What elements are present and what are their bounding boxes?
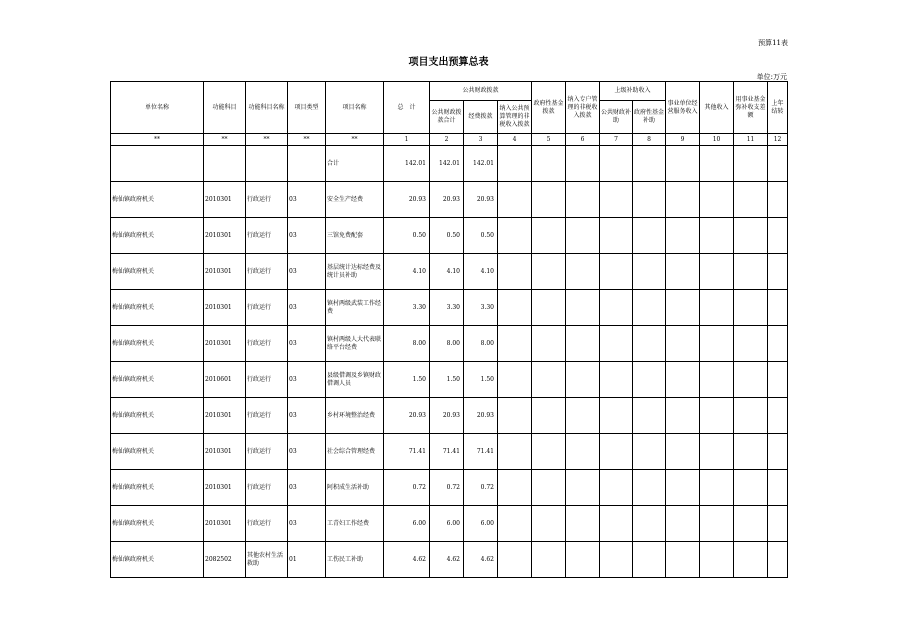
empty-cell [633,470,666,506]
empty-cell [768,254,788,290]
expense-cell: 8.00 [464,326,498,362]
empty-cell [566,290,600,326]
public-total-cell: 4.10 [430,254,464,290]
func-code-cell: 2010301 [204,254,246,290]
table-row [111,506,788,542]
empty-cell [532,542,566,578]
unit-name-cell: 梅仙镇政府机关 [111,506,204,542]
empty-cell [633,434,666,470]
empty-cell [498,542,532,578]
table-row [111,326,788,362]
empty-cell [498,254,532,290]
empty-cell [666,146,700,182]
col-index: ** [111,134,204,146]
proj-name-cell: 三馆免费配套 [326,218,384,254]
total-cell: 6.00 [384,506,430,542]
header-expense-alloc: 经费拨款 [464,101,498,134]
empty-cell [700,218,734,254]
unit-name-cell: 梅仙镇政府机关 [111,470,204,506]
func-name-cell: 行政运行 [246,470,288,506]
empty-cell [700,398,734,434]
table-row [111,362,788,398]
empty-cell [734,470,768,506]
func-name-cell: 行政运行 [246,326,288,362]
unit-name-cell: 梅仙镇政府机关 [111,254,204,290]
empty-cell [633,290,666,326]
total-cell: 20.93 [384,182,430,218]
empty-cell [532,398,566,434]
proj-type-cell: 03 [288,506,326,542]
table-row [111,470,788,506]
empty-cell [498,362,532,398]
empty-cell [734,254,768,290]
unit-name-cell: 梅仙镇政府机关 [111,362,204,398]
empty-cell [566,362,600,398]
empty-cell [532,362,566,398]
empty-cell [633,362,666,398]
empty-cell [666,290,700,326]
empty-cell [532,470,566,506]
unit-name-cell: 梅仙镇政府机关 [111,434,204,470]
header-total: 总 计 [384,82,430,134]
expense-cell: 0.50 [464,218,498,254]
empty-cell [734,398,768,434]
table-row [111,398,788,434]
empty-cell [566,470,600,506]
proj-name-cell: 工青妇工作经费 [326,506,384,542]
empty-cell [768,362,788,398]
col-index: 12 [768,134,788,146]
empty-cell [566,218,600,254]
header-proj-name: 项目名称 [326,82,384,134]
col-index: 1 [384,134,430,146]
expense-cell: 3.30 [464,290,498,326]
total-cell: 4.62 [384,542,430,578]
public-total-cell: 6.00 [430,506,464,542]
header-special-account: 纳入公共预算管理的非税收入拨款 [498,101,532,134]
public-total-cell: 8.00 [430,326,464,362]
expense-cell: 4.10 [464,254,498,290]
expense-cell: 4.62 [464,542,498,578]
proj-type-cell: 03 [288,434,326,470]
empty-cell [600,146,633,182]
empty-cell [498,434,532,470]
empty-cell [633,398,666,434]
empty-cell [532,326,566,362]
col-index: 7 [600,134,633,146]
header-func-name: 功能科目名称 [246,82,288,134]
empty-cell [600,470,633,506]
header-dept-balance: 用事业基金弥补收支差额 [734,82,768,134]
expense-cell: 71.41 [464,434,498,470]
empty-cell [633,542,666,578]
proj-type-cell: 01 [288,542,326,578]
proj-type-cell: 03 [288,254,326,290]
empty-cell [566,398,600,434]
empty-cell [666,542,700,578]
public-total-cell: 4.62 [430,542,464,578]
header-unit-name: 单位名称 [111,82,204,134]
empty-cell [666,398,700,434]
empty-cell [600,542,633,578]
empty-cell [768,398,788,434]
empty-cell [532,218,566,254]
table-row [111,290,788,326]
empty-cell [498,398,532,434]
empty-cell [734,542,768,578]
proj-type-cell: 03 [288,398,326,434]
column-index-row [111,134,788,146]
table-code-label: 预算11表 [758,39,788,47]
total-cell: 0.50 [384,218,430,254]
col-index: ** [246,134,288,146]
empty-cell [768,470,788,506]
empty-cell [633,254,666,290]
public-total-cell: 3.30 [430,290,464,326]
empty-cell [666,470,700,506]
empty-cell [600,362,633,398]
table-row [111,218,788,254]
table-row [111,434,788,470]
empty-cell [734,326,768,362]
func-name-cell: 行政运行 [246,398,288,434]
total-cell: 20.93 [384,398,430,434]
empty-cell [768,290,788,326]
func-code-cell: 2010301 [204,470,246,506]
empty-cell [700,290,734,326]
empty-cell [768,506,788,542]
empty-cell [532,254,566,290]
col-index: 10 [700,134,734,146]
empty-cell [734,362,768,398]
empty-cell [600,434,633,470]
col-index: ** [326,134,384,146]
proj-type-cell: 03 [288,290,326,326]
header-gov-fund: 政府性基金拨款 [532,82,566,134]
empty-cell [700,506,734,542]
empty-cell [700,434,734,470]
empty-cell [700,254,734,290]
unit-label: 单位:万元 [756,73,787,81]
header-proj-type: 项目类型 [288,82,326,134]
empty-cell [700,182,734,218]
public-total-cell: 0.50 [430,218,464,254]
expense-cell: 20.93 [464,398,498,434]
empty-cell [532,506,566,542]
func-code-cell: 2082502 [204,542,246,578]
empty-cell [600,254,633,290]
header-special-mgmt: 纳入专户管理的非税收入拨款 [566,82,600,134]
func-name-cell: 行政运行 [246,506,288,542]
empty-cell [768,182,788,218]
col-index: 5 [532,134,566,146]
col-index: ** [204,134,246,146]
empty-cell [498,218,532,254]
empty-cell [666,254,700,290]
empty-cell [600,326,633,362]
func-code-cell: 2010601 [204,362,246,398]
proj-name-cell: 工伤民工补助 [326,542,384,578]
func-name-cell: 行政运行 [246,254,288,290]
proj-name-cell: 阿积成生活补助 [326,470,384,506]
header-public-fin-total: 公共财政拨款合计 [430,101,464,134]
header-public-service: 事业单位经营服务收入 [666,82,700,134]
empty-cell [532,182,566,218]
col-index: 11 [734,134,768,146]
empty-cell [666,218,700,254]
empty-cell [532,146,566,182]
empty-cell [768,434,788,470]
public-total-cell: 0.72 [430,470,464,506]
expense-cell: 0.72 [464,470,498,506]
func-name-cell: 行政运行 [246,218,288,254]
header-prev-carry: 上年结转 [768,82,788,134]
empty-cell [633,506,666,542]
empty-cell [700,542,734,578]
func-name-cell: 行政运行 [246,290,288,326]
header-func-code: 功能科目 [204,82,246,134]
proj-type-cell: 03 [288,470,326,506]
empty-cell [633,218,666,254]
expense-cell: 20.93 [464,182,498,218]
proj-name-cell: 镇村两级人大代表联络平台经费 [326,326,384,362]
unit-name-cell: 梅仙镇政府机关 [111,218,204,254]
empty-cell [768,326,788,362]
empty-cell [700,146,734,182]
empty-cell [566,146,600,182]
func-code-cell: 2010301 [204,506,246,542]
func-code-cell: 2010301 [204,398,246,434]
func-code-cell: 2010301 [204,182,246,218]
table-row [111,542,788,578]
proj-name-cell: 乡村环境整治经费 [326,398,384,434]
col-index: 3 [464,134,498,146]
func-name-cell: 行政运行 [246,434,288,470]
empty-cell [666,362,700,398]
empty-cell [566,326,600,362]
empty-cell [734,290,768,326]
empty-cell [734,506,768,542]
empty-cell [734,182,768,218]
proj-type-cell: 03 [288,362,326,398]
func-name-cell: 其他农村生活救助 [246,542,288,578]
col-index: 2 [430,134,464,146]
empty-cell [600,182,633,218]
total-public: 142.01 [430,146,464,182]
empty-cell [532,290,566,326]
empty-cell [633,326,666,362]
func-name-cell: 行政运行 [246,362,288,398]
proj-type-cell: 03 [288,326,326,362]
empty-cell [700,362,734,398]
empty-cell [566,506,600,542]
header-other-income: 其他收入 [700,82,734,134]
table-row [111,182,788,218]
empty-cell [734,218,768,254]
func-code-cell: 2010301 [204,326,246,362]
func-name-cell: 行政运行 [246,182,288,218]
empty-cell [734,434,768,470]
header-upper-subsidy: 上级补助收入 [600,82,666,101]
func-code-cell: 2010301 [204,218,246,254]
total-expense: 142.01 [464,146,498,182]
total-cell: 8.00 [384,326,430,362]
col-index: ** [288,134,326,146]
proj-name-cell: 县级借调及乡镇财政借调人员 [326,362,384,398]
empty-cell [700,470,734,506]
budget-table [110,81,788,578]
proj-name-cell: 安全生产经费 [326,182,384,218]
total-cell: 3.30 [384,290,430,326]
col-index: 9 [666,134,700,146]
func-code-cell: 2010301 [204,290,246,326]
empty-cell [768,146,788,182]
empty-cell [566,254,600,290]
total-cell: 1.50 [384,362,430,398]
proj-type-cell: 03 [288,218,326,254]
empty-cell [600,290,633,326]
empty-cell [566,182,600,218]
empty-cell [768,542,788,578]
empty-cell [111,146,204,182]
empty-cell [204,146,246,182]
proj-name-cell: 基层统计达标经费及统计员补助 [326,254,384,290]
unit-name-cell: 梅仙镇政府机关 [111,326,204,362]
total-cell: 0.72 [384,470,430,506]
unit-name-cell: 梅仙镇政府机关 [111,398,204,434]
empty-cell [700,326,734,362]
empty-cell [600,506,633,542]
col-index: 8 [633,134,666,146]
unit-name-cell: 梅仙镇政府机关 [111,290,204,326]
unit-name-cell: 梅仙镇政府机关 [111,182,204,218]
col-index: 6 [566,134,600,146]
total-cell: 4.10 [384,254,430,290]
empty-cell [498,506,532,542]
header-upper-public: 公共财政补助 [600,101,633,134]
proj-name-cell: 镇村两级武装工作经费 [326,290,384,326]
public-total-cell: 20.93 [430,398,464,434]
empty-cell [600,398,633,434]
empty-cell [734,146,768,182]
empty-cell [498,326,532,362]
empty-cell [633,146,666,182]
empty-cell [633,182,666,218]
empty-cell [666,506,700,542]
page-title: 项目支出预算总表 [408,57,489,68]
public-total-cell: 1.50 [430,362,464,398]
empty-cell [246,146,288,182]
public-total-cell: 71.41 [430,434,464,470]
total-label: 合计 [326,146,384,182]
total-row [111,146,788,182]
table-row [111,254,788,290]
empty-cell [288,146,326,182]
empty-cell [666,434,700,470]
expense-cell: 6.00 [464,506,498,542]
proj-name-cell: 社会综合管理经费 [326,434,384,470]
empty-cell [498,290,532,326]
header-upper-fund: 政府性基金补助 [633,101,666,134]
empty-cell [498,470,532,506]
header-public-fin: 公共财政拨款 [430,82,532,101]
total-amount: 142.01 [384,146,430,182]
public-total-cell: 20.93 [430,182,464,218]
expense-cell: 1.50 [464,362,498,398]
empty-cell [600,218,633,254]
col-index: 4 [498,134,532,146]
func-code-cell: 2010301 [204,434,246,470]
empty-cell [566,434,600,470]
total-cell: 71.41 [384,434,430,470]
proj-type-cell: 03 [288,182,326,218]
empty-cell [666,326,700,362]
empty-cell [666,182,700,218]
empty-cell [532,434,566,470]
empty-cell [768,218,788,254]
unit-name-cell: 梅仙镇政府机关 [111,542,204,578]
empty-cell [566,542,600,578]
empty-cell [498,182,532,218]
empty-cell [498,146,532,182]
